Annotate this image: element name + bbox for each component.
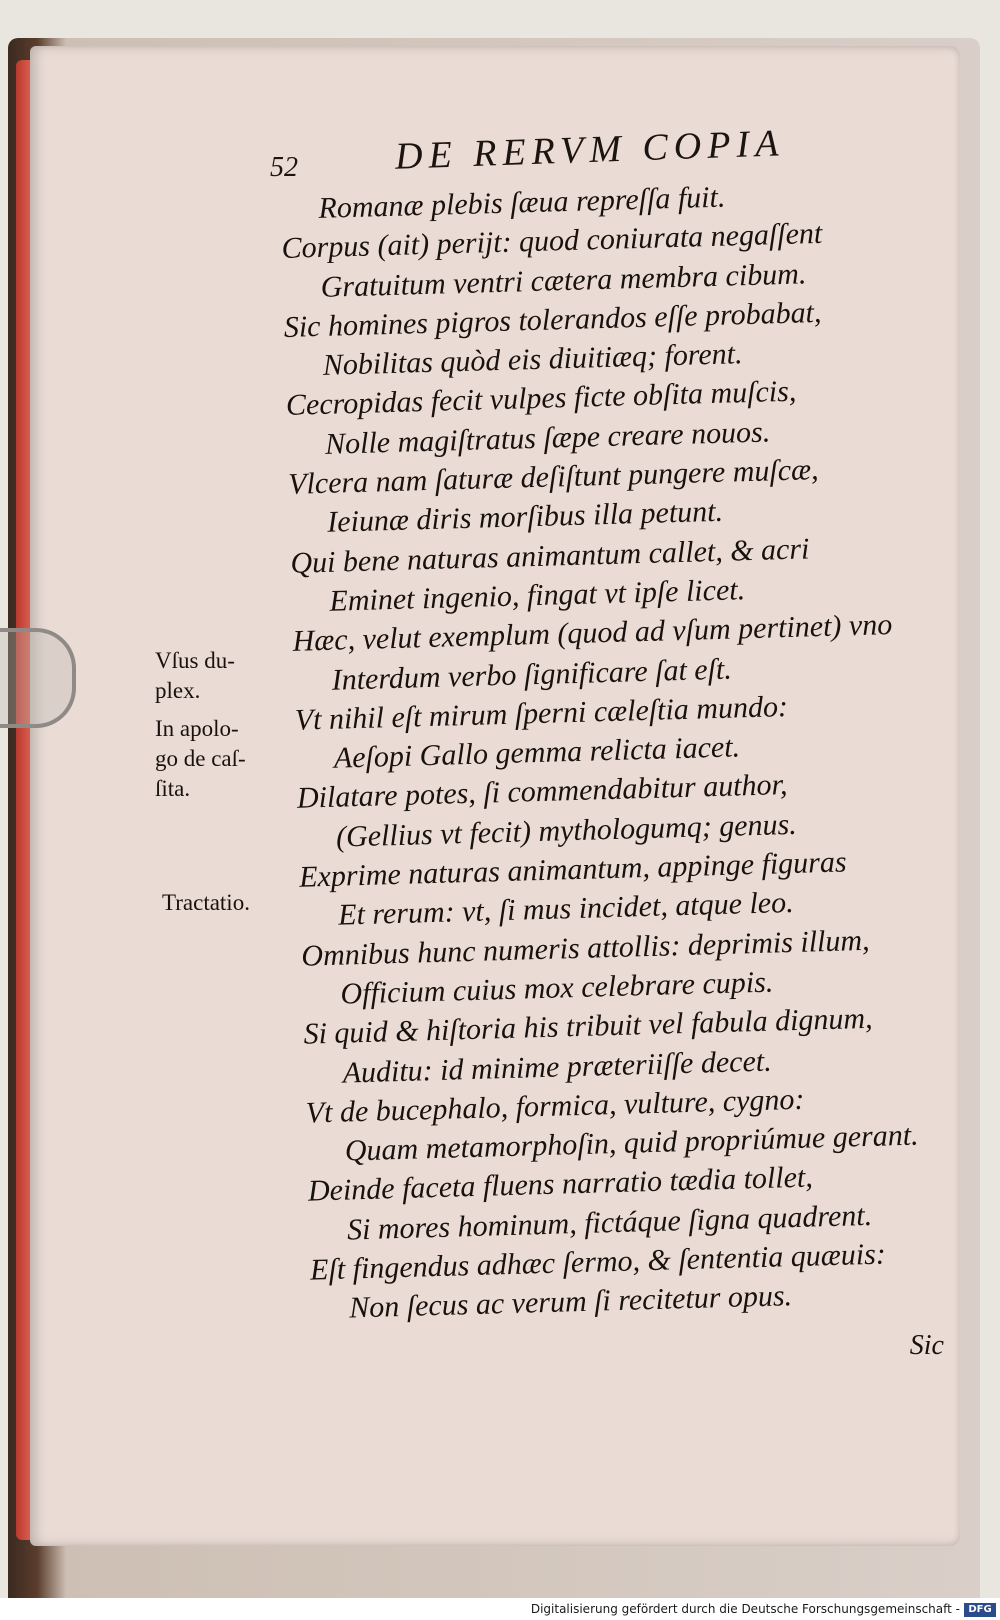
verse-line: Et rerum: vt, ſi mus incidet, atque leo. <box>337 886 795 932</box>
footer-credit: Digitalisierung gefördert durch die Deutsche Forschungsgemeinschaft - <box>530 1602 960 1616</box>
verse-line: Vlcera nam ſaturæ deſiſtunt pungere muſcæ, <box>287 453 819 501</box>
verse-line: Exprime naturas animantum, appinge figuras <box>298 845 847 894</box>
verse-line: Dilatare potes, ſi commendabitur author, <box>296 768 788 816</box>
margin-note-apologo <box>155 714 246 804</box>
verse-line: Hæc, velut exemplum (quod ad vſum pertinet) vno <box>292 608 893 659</box>
verse-line: Interdum verbo ſignificare ſat eſt. <box>331 652 733 697</box>
margin-note-line: go de caſ- <box>155 746 246 771</box>
verse-line: Ieiunæ diris morſibus illa petunt. <box>326 495 724 540</box>
verse-line: Non ſecus ac verum ſi recitetur opus. <box>348 1279 793 1325</box>
running-title: DE RERVM COPIA <box>394 122 785 178</box>
footer-bar <box>0 1598 1000 1620</box>
verse-line: Si quid & hiſtoria his tribuit vel fabula dignum, <box>303 1002 874 1051</box>
margin-note-tractatio: Tractatio. <box>162 890 250 915</box>
verse-line: Officium cuius mox celebrare cupis. <box>340 965 774 1011</box>
verse-line: Omnibus hunc numeris attollis: deprimis illum, <box>300 923 870 973</box>
margin-note-line: ſita. <box>155 776 191 801</box>
verse-line: Nolle magiſtratus ſæpe creare nouos. <box>324 415 771 461</box>
verse-line: Nobilitas quòd eis diuitiæq; forent. <box>322 337 743 383</box>
page-header <box>270 122 830 183</box>
verse-line: Vt de bucephalo, formica, vulture, cygno: <box>305 1082 805 1130</box>
dfg-logo-icon: DFG <box>964 1603 996 1617</box>
verse-line: Cecropidas fecit vulpes ficte obſita muſcis, <box>285 375 797 423</box>
verse-line: Corpus (ait) perijt: quod coniurata negaſſent <box>281 217 823 266</box>
verse-line: Qui bene naturas animantum callet, & acri <box>289 532 810 580</box>
verse-line: Eſt fingendus adhæc ſermo, & ſententia quæuis: <box>309 1237 887 1287</box>
margin-note-line: Vſus du- <box>155 648 235 673</box>
verse-line: Eminet ingenio, fingat vt ipſe licet. <box>329 573 746 618</box>
margin-note-line: In apolo- <box>155 716 239 741</box>
text-block <box>280 171 1000 1329</box>
verse-line: (Gellius vt fecit) mythologumq; genus. <box>335 807 798 854</box>
verse-line: Si mores hominum, fictáque ſigna quadrent. <box>346 1198 873 1247</box>
verse-line: Aeſopi Gallo gemma relicta iacet. <box>333 730 741 775</box>
verse-line: Romanæ plebis ſæua repreſſa fuit. <box>318 180 726 225</box>
verse-line: Quam metamorphoſin, quid propriúmue gerant. <box>344 1118 919 1168</box>
verse-line: Auditu: id minime præteriiſſe decet. <box>342 1044 773 1090</box>
margin-note-vsus <box>155 646 235 706</box>
verse-line: Vt nihil eſt mirum ſperni cæleſtia mundo: <box>294 689 789 737</box>
folio-number: 52 <box>270 152 298 183</box>
verse-line: Sic homines pigros tolerandos eſſe probabat, <box>283 295 822 344</box>
margin-note-line: plex. <box>155 678 201 703</box>
verse-line: Deinde faceta fluens narratio tædia tollet, <box>307 1160 814 1209</box>
verse-line: Gratuitum ventri cætera membra cibum. <box>320 256 807 304</box>
page-clip <box>0 628 76 728</box>
catchword: Sic <box>909 1330 944 1361</box>
